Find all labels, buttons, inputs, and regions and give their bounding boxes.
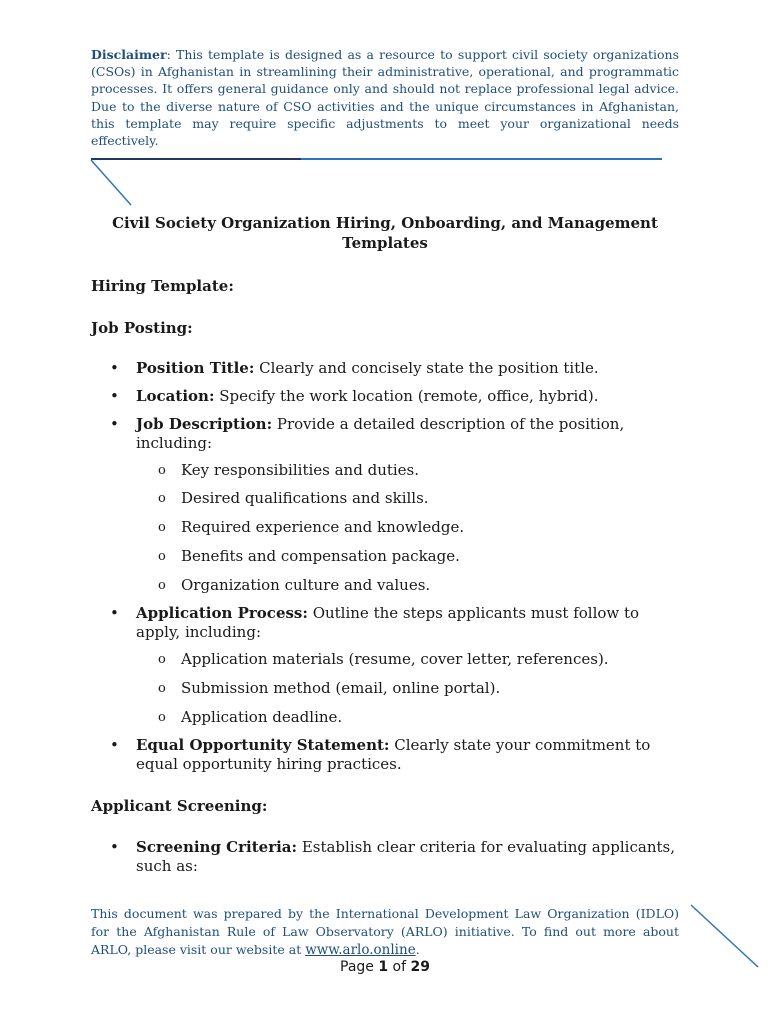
bullet: • xyxy=(110,736,119,754)
sub-item: o Organization culture and values. xyxy=(158,576,431,594)
bullet: • xyxy=(110,387,119,405)
website-link[interactable]: www.arlo.online xyxy=(305,941,416,958)
sub-item: o Application materials (resume, cover letter, references). xyxy=(158,650,609,668)
sub-item: o Submission method (email, online portal). xyxy=(158,679,501,697)
document-title: Civil Society Organization Hiring, Onboarding, and Management Templates xyxy=(112,214,658,252)
disclaimer-text: : This template is designed as a resource to support civil society organizations (CSOs) in Afghanistan in streamlining their administrative, operational, and programmatic processes. It offers general guidance only and should not replace professional legal advice. Due to the diverse nature of CSO activities and the unique circumstances in Afghanistan, this template may require specific adjustments to meet your organizational needs effectively. xyxy=(91,47,679,149)
bullet: • xyxy=(110,604,119,622)
header-diagonal-line xyxy=(89,158,135,208)
list-item-position-title: • Position Title: Clearly and concisely state the position title. xyxy=(110,359,599,377)
list-item-location: • Location: Specify the work location (remote, office, hybrid). xyxy=(110,387,599,405)
list-item-screening-criteria: • Screening Criteria: Establish clear criteria for evaluating applicants, such as: xyxy=(110,838,675,875)
heading-applicant-screening: Applicant Screening: xyxy=(91,797,268,815)
heading-hiring-template: Hiring Template: xyxy=(91,277,234,295)
sub-item: o Key responsibilities and duties. xyxy=(158,461,420,479)
disclaimer xyxy=(91,46,679,149)
sub-item: o Required experience and knowledge. xyxy=(158,518,465,536)
sub-item: o Benefits and compensation package. xyxy=(158,547,460,565)
list-item-job-description: • Job Description: Provide a detailed description of the position, including: xyxy=(110,415,625,452)
footer-note: This document was prepared by the International Development Law Organization (IDLO) for the Afghanistan Rule of Law Observatory (ARLO) initiative. To find out more about ARLO, please visit our website at www.arlo.online. xyxy=(91,906,679,958)
bullet: • xyxy=(110,838,119,856)
page-number: Page 1 of 29 xyxy=(340,959,430,975)
bullet: • xyxy=(110,415,119,433)
bullet: • xyxy=(110,359,119,377)
list-item-application-process: • Application Process: Outline the steps applicants must follow to apply, including: xyxy=(110,604,640,641)
sub-item: o Application deadline. xyxy=(158,708,343,726)
list-item-equal-opportunity: • Equal Opportunity Statement: Clearly state your commitment to equal opportunity hiring practices. xyxy=(110,736,651,773)
disclaimer-label: Disclaimer xyxy=(91,47,167,62)
header-rule xyxy=(91,158,662,160)
heading-job-posting: Job Posting: xyxy=(91,319,193,337)
sub-item: o Desired qualifications and skills. xyxy=(158,489,429,507)
